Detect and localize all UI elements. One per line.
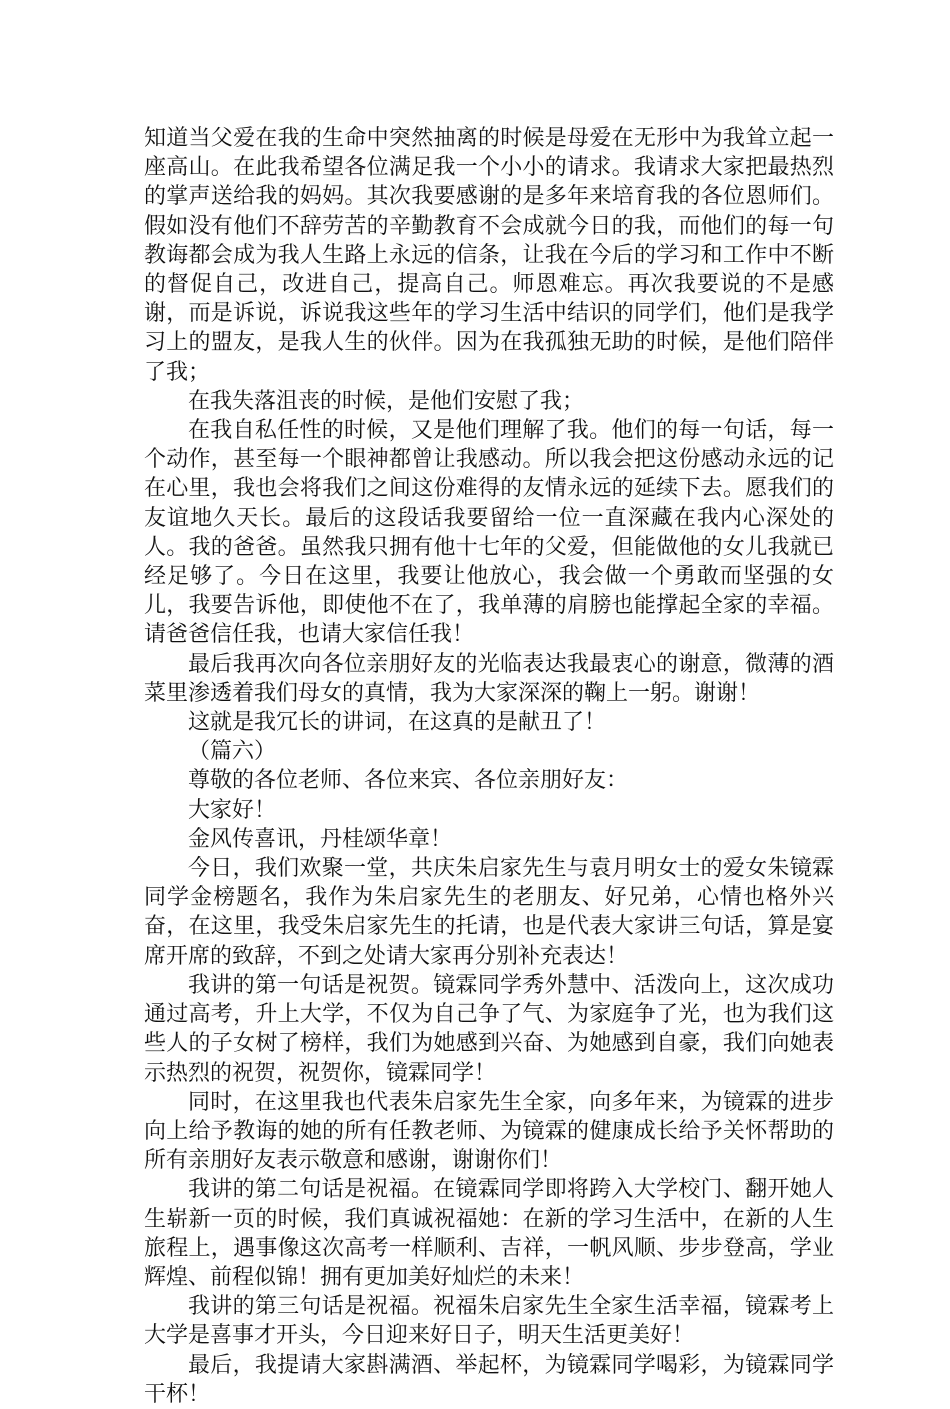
paragraph: 最后，我提请大家斟满酒、举起杯，为镜霖同学喝彩，为镜霖同学干杯！ bbox=[144, 1352, 834, 1407]
paragraph: 在我自私任性的时候，又是他们理解了我。他们的每一句话，每一个动作，甚至每一个眼神都曾让我感动。所以我会把这份感动永远的记在心里，我也会将我们之间这份难得的友情永远的延续下去。愿我们的友谊地久天长。最后的这段话我要留给一位一直深藏在我内心深处的人。我的爸爸。虽然我只拥有他十七年的父爱，但能做他的女儿我就已经足够了。今日在这里，我要让他放心，我会做一个勇敢而坚强的女儿，我要告诉他，即使他不在了，我单薄的肩膀也能撑起全家的幸福。请爸爸信任我，也请大家信任我！ bbox=[144, 418, 834, 648]
paragraph: 在我失落沮丧的时候，是他们安慰了我； bbox=[188, 388, 585, 414]
paragraph: 我讲的第一句话是祝贺。镜霖同学秀外慧中、活泼向上，这次成功通过高考，升上大学，不仅为自己争了气、为家庭争了光，也为我们这些人的子女树了榜样，我们为她感到兴奋、为她感到自豪，我们向她表示热烈的祝贺，祝贺你，镜霖同学！ bbox=[144, 972, 834, 1086]
section-heading: （篇六） bbox=[188, 739, 277, 765]
paragraph: 最后我再次向各位亲朋好友的光临表达我最衷心的谢意，微薄的酒菜里渗透着我们母女的真情，我为大家深深的鞠上一躬。谢谢！ bbox=[144, 651, 834, 706]
paragraph: 知道当父爱在我的生命中突然抽离的时候是母爱在无形中为我耸立起一座高山。在此我希望各位满足我一个小小的请求。我请求大家把最热烈的掌声送给我的妈妈。其次我要感谢的是多年来培育我的各位恩师们。假如没有他们不辞劳苦的辛勤教育不会成就今日的我，而他们的每一句教诲都会成为我人生路上永远的信条，让我在今后的学习和工作中不断的督促自己，改进自己，提高自己。师恩难忘。再次我要说的不是感谢，而是诉说，诉说我这些年的学习生活中结识的同学们，他们是我学习上的盟友，是我人生的伙伴。因为在我孤独无助的时候，是他们陪伴了我； bbox=[144, 126, 834, 385]
paragraph: 今日，我们欢聚一堂，共庆朱启家先生与袁月明女士的爱女朱镜霖同学金榜题名，我作为朱启家先生的老朋友、好兄弟，心情也格外兴奋，在这里，我受朱启家先生的托请，也是代表大家讲三句话，算是宴席开席的致辞，不到之处请大家再分别补充表达！ bbox=[144, 856, 834, 969]
salutation: 尊敬的各位老师、各位来宾、各位亲朋好友： bbox=[188, 768, 629, 794]
paragraph: 金风传喜讯，丹桂颂华章！ bbox=[188, 826, 453, 852]
paragraph: 我讲的第二句话是祝福。在镜霖同学即将跨入大学校门、翻开她人生崭新一页的时候，我们真诚祝福她：在新的学习生活中，在新的人生旅程上，遇事像这次高考一样顺利、吉祥，一帆风顺、步步登高，学业辉煌、前程似锦！拥有更加美好灿烂的未来！ bbox=[144, 1177, 834, 1290]
paragraph: 我讲的第三句话是祝福。祝福朱启家先生全家生活幸福，镜霖考上大学是喜事才开头，今日迎来好日子，明天生活更美好！ bbox=[144, 1294, 834, 1349]
greeting: 大家好！ bbox=[188, 797, 277, 823]
paragraph: 同时，在这里我也代表朱启家先生全家，向多年来，为镜霖的进步向上给予教诲的她的所有任教老师、为镜霖的健康成长给予关怀帮助的所有亲朋好友表示敬意和感谢，谢谢你们！ bbox=[144, 1089, 834, 1174]
paragraph: 这就是我冗长的讲词，在这真的是献丑了！ bbox=[188, 710, 607, 736]
document-body bbox=[144, 124, 834, 1409]
